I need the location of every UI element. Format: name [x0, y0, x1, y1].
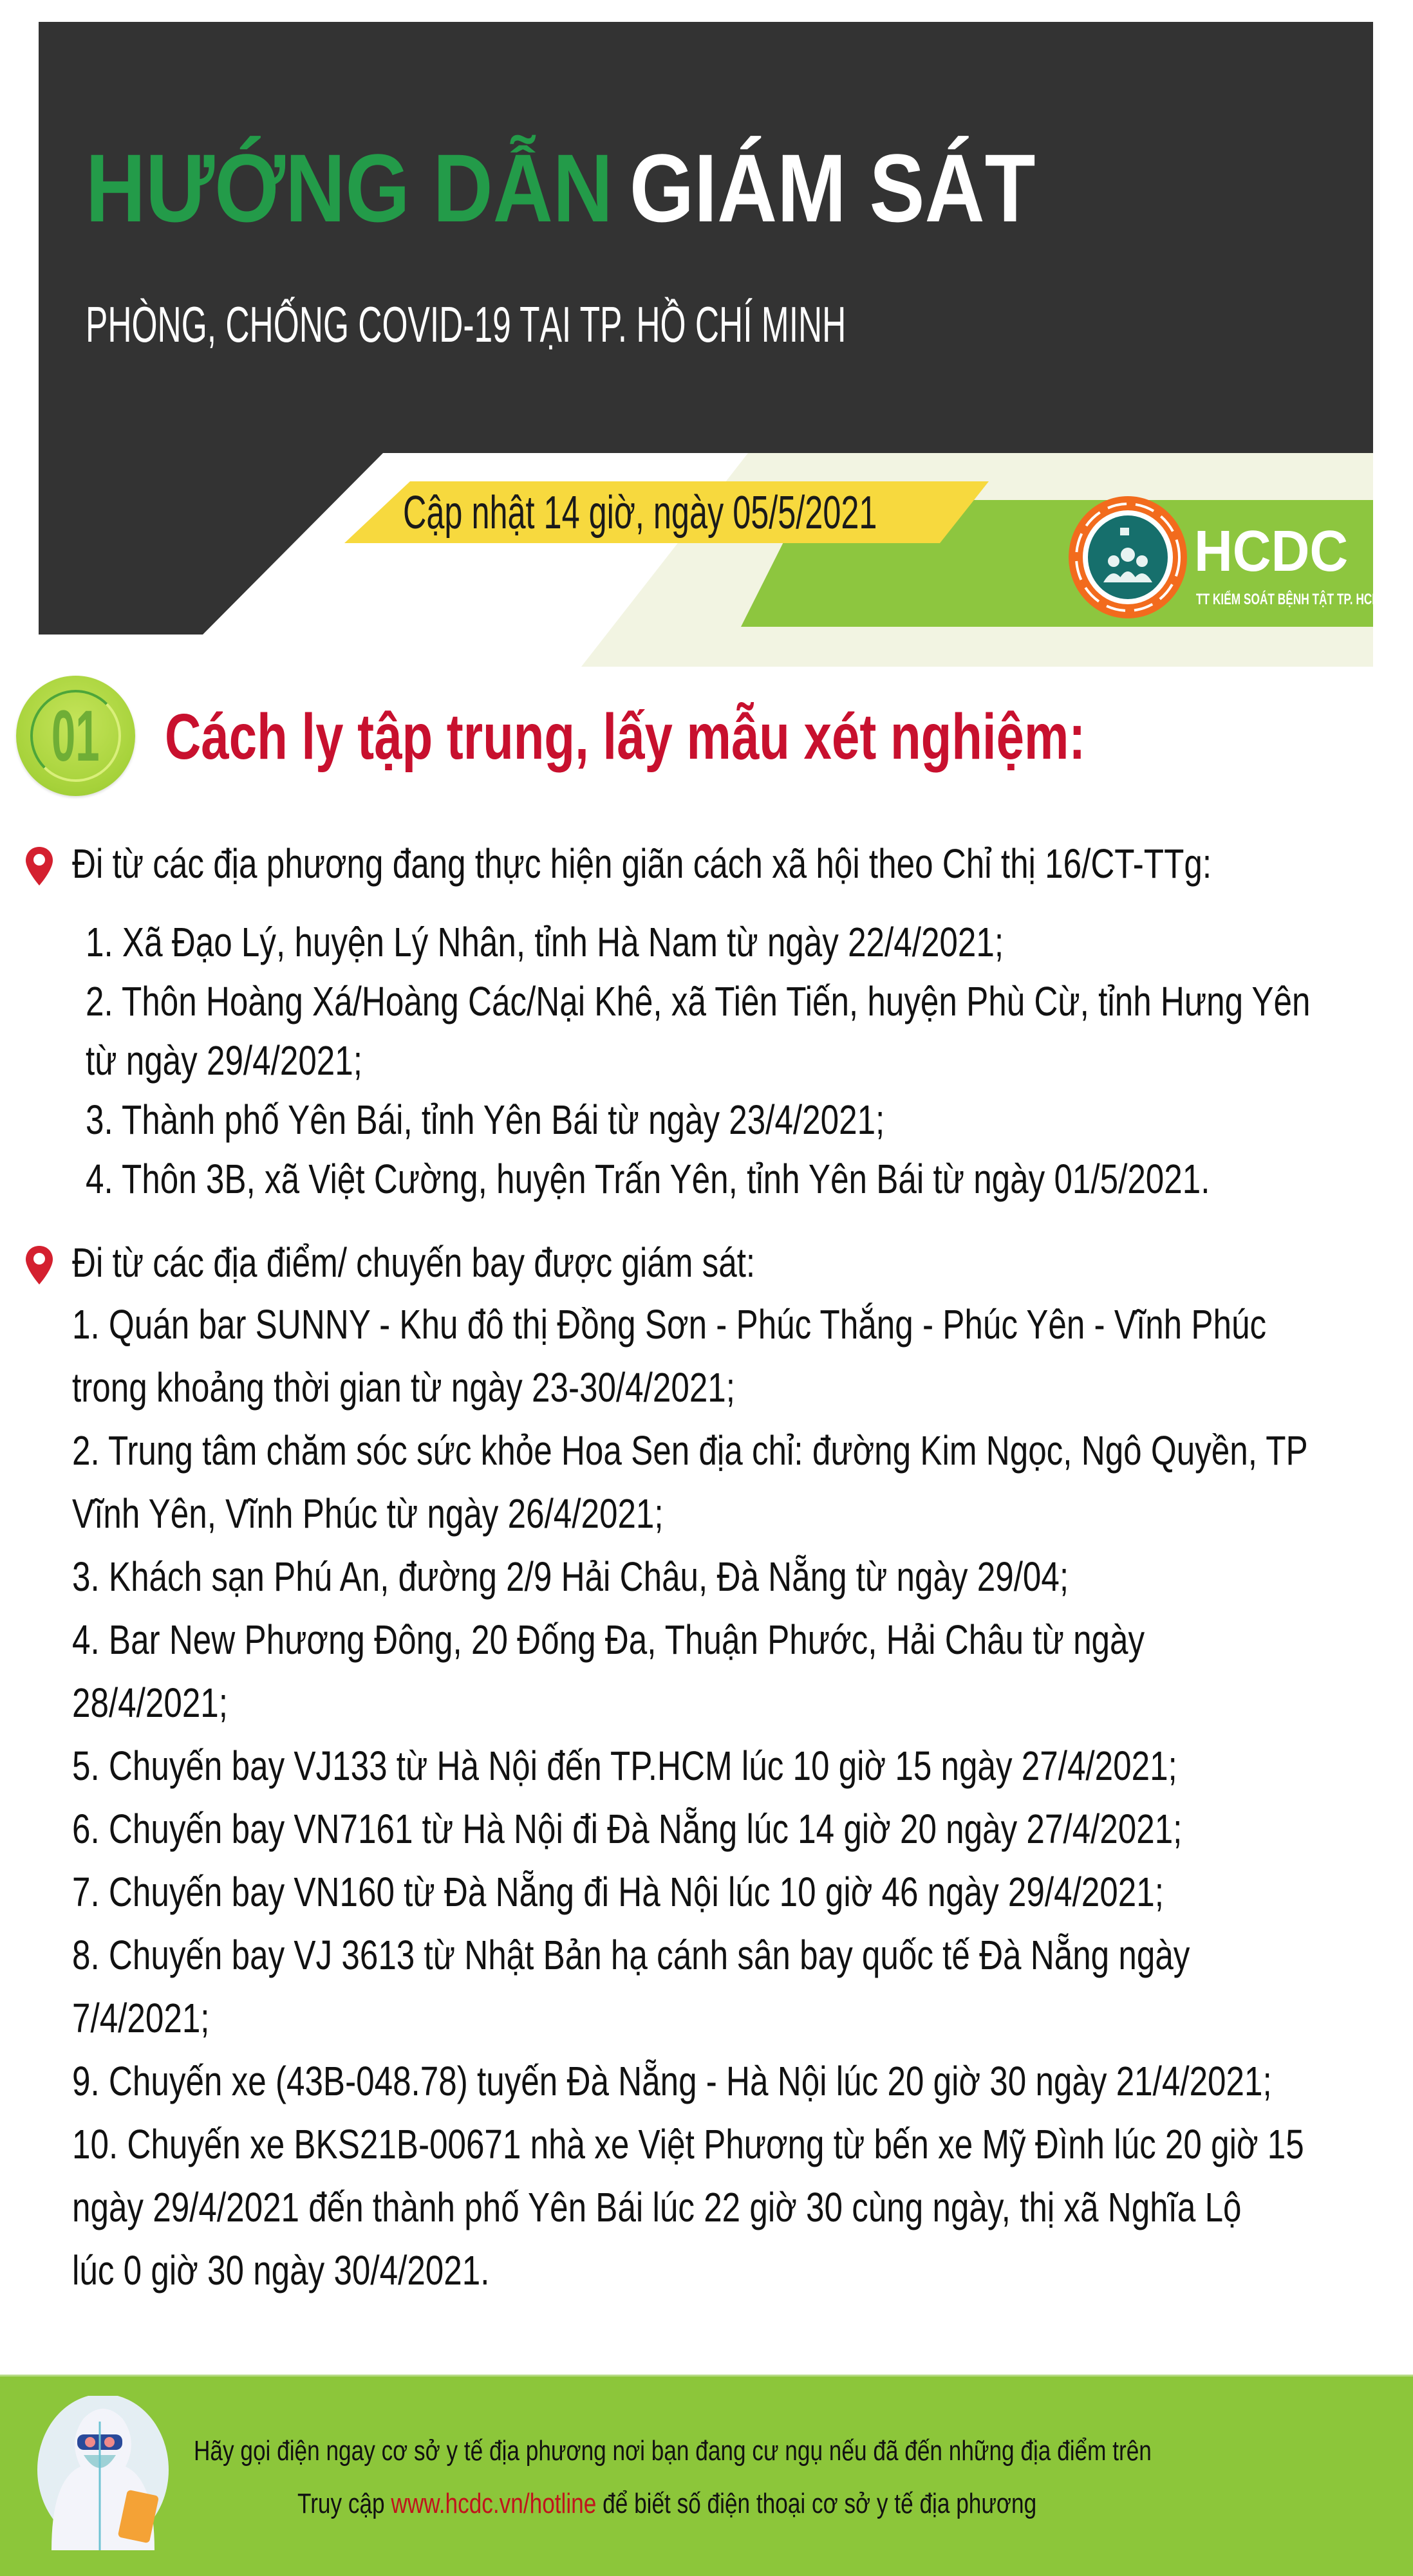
list-item-text: 28/4/2021;: [72, 1680, 228, 1726]
page-subtitle: [86, 297, 1238, 353]
list-item-text: 10. Chuyến xe BKS21B-00671 nhà xe Việt Phương từ bến xe Mỹ Đình lúc 20 giờ 15: [72, 2121, 1304, 2167]
list-item-text: 3. Khách sạn Phú An, đường 2/9 Hải Châu, Đà Nẵng từ ngày 29/04;: [72, 1553, 1069, 1600]
footer-banner: [0, 2375, 1413, 2576]
subtitle-text: PHÒNG, CHỐNG COVID-19 TẠI TP. HỒ CHÍ MINH: [86, 296, 847, 353]
list-item-line: [86, 919, 1233, 965]
section-title: [165, 701, 1345, 772]
footer-prefix: Truy cập: [297, 2488, 385, 2519]
logo-subtitle-text: TT KIỂM SOÁT BỆNH TẬT TP. HCM: [1196, 591, 1381, 608]
footer-suffix: để biết số điện thoại cơ sở y tế địa phương: [603, 2488, 1037, 2519]
hotline-link[interactable]: www.hcdc.vn/hotline: [391, 2488, 597, 2519]
list-item-text: 2. Trung tâm chăm sóc sức khỏe Hoa Sen địa chỉ: đường Kim Ngọc, Ngô Quyền, TP: [72, 1427, 1308, 1474]
list-item-line: [72, 1934, 1413, 1976]
list-item-text: trong khoảng thời gian từ ngày 23-30/4/2021;: [72, 1364, 735, 1411]
list-item-line: [72, 2247, 594, 2293]
footer-hotline-text: [297, 2488, 1221, 2519]
logo-name-text: HCDC: [1194, 519, 1349, 584]
page-title: [86, 135, 1190, 241]
list-item-line: [72, 2184, 1413, 2230]
list-item-text: 1. Quán bar SUNNY - Khu đô thị Đồng Sơn - Phúc Thắng - Phúc Yên - Vĩnh Phúc: [72, 1301, 1267, 1348]
list-item-line: [72, 1680, 267, 1726]
list-item-line: [86, 1158, 1413, 1200]
health-worker-icon: [26, 2396, 180, 2553]
list-item-line: [86, 1097, 1085, 1143]
list-item-text: 1. Xã Đạo Lý, huyện Lý Nhân, tỉnh Hà Nam từ ngày 22/4/2021;: [86, 919, 1004, 965]
list-item-line: [72, 2058, 1413, 2104]
list-item-line: [72, 1427, 1413, 1474]
list-item-line: [72, 1301, 1413, 1348]
list-item-line: [72, 1617, 1413, 1663]
list-item-line: [72, 1553, 1318, 1600]
title-white: GIÁM SÁT: [629, 134, 1036, 242]
list-item-line: [72, 1364, 901, 1411]
group-heading: [72, 1239, 926, 1286]
list-item-line: [86, 978, 1413, 1024]
list-item-text: 6. Chuyến bay VN7161 từ Hà Nội đi Đà Nẵng lúc 14 giờ 20 ngày 27/4/2021;: [72, 1806, 1183, 1852]
list-item-text: Vĩnh Yên, Vĩnh Phúc từ ngày 26/4/2021;: [72, 1490, 664, 1537]
updated-text: Cập nhật 14 giờ, ngày 05/5/2021: [403, 487, 877, 539]
footer-call-text: [194, 2436, 1391, 2467]
list-item-text: 4. Thôn 3B, xã Việt Cường, huyện Trấn Yên, tỉnh Yên Bái từ ngày 01/5/2021.: [86, 1156, 1210, 1202]
list-item-text: 9. Chuyến xe (43B-048.78) tuyến Đà Nẵng - Hà Nội lúc 20 giờ 30 ngày 21/4/2021;: [72, 2058, 1272, 2104]
group-heading: [72, 840, 1413, 887]
logo-subtitle: [1196, 592, 1413, 607]
list-item-text: lúc 0 giờ 30 ngày 30/4/2021.: [72, 2247, 490, 2293]
location-pin-icon: [24, 1245, 55, 1286]
list-item-text: 7. Chuyến bay VN160 từ Đà Nẵng đi Hà Nội lúc 10 giờ 46 ngày 29/4/2021;: [72, 1869, 1164, 1915]
list-item-text: 2. Thôn Hoàng Xá/Hoàng Các/Nại Khê, xã Tiên Tiến, huyện Phù Cừ, tỉnh Hưng Yên: [86, 978, 1311, 1024]
list-item-line: [72, 2121, 1413, 2167]
list-item-line: [86, 1037, 431, 1084]
list-item-line: [72, 1871, 1413, 1913]
section-number-badge: [16, 676, 135, 796]
list-item-text: 4. Bar New Phương Đông, 20 Đống Đa, Thuận Phước, Hải Châu từ ngày: [72, 1617, 1145, 1663]
list-item-text: 5. Chuyến bay VJ133 từ Hà Nội đến TP.HCM lúc 10 giờ 15 ngày 27/4/2021;: [72, 1743, 1177, 1789]
list-item-line: [72, 1806, 1413, 1852]
section-number: [16, 696, 135, 775]
list-item-line: [72, 1743, 1413, 1789]
footer-call-text-inner: Hãy gọi điện ngay cơ sở y tế địa phương nơi bạn đang cư ngụ nếu đã đến những địa điểm trên: [194, 2435, 1152, 2467]
title-green: HƯỚNG DẪN: [86, 134, 613, 242]
list-item-line: [72, 1997, 244, 2039]
logo-name: [1194, 519, 1362, 584]
updated-label: [403, 488, 1080, 539]
list-item-line: [72, 1490, 811, 1537]
location-pin-icon: [24, 846, 55, 887]
list-item-text: 3. Thành phố Yên Bái, tỉnh Yên Bái từ ngày 23/4/2021;: [86, 1097, 885, 1143]
list-item-text: 8. Chuyến bay VJ 3613 từ Nhật Bản hạ cánh sân bay quốc tế Đà Nẵng ngày: [72, 1932, 1190, 1978]
group-heading-text: Đi từ các địa điểm/ chuyến bay được giám sát:: [72, 1239, 756, 1286]
section-title-text: Cách ly tập trung, lấy mẫu xét nghiệm:: [165, 701, 1086, 773]
list-item-text: từ ngày 29/4/2021;: [86, 1037, 362, 1084]
list-item-text: 7/4/2021;: [72, 1995, 210, 2041]
hcdc-logo-icon: [1069, 496, 1187, 618]
section-number-text: 01: [51, 696, 100, 776]
list-item-text: ngày 29/4/2021 đến thành phố Yên Bái lúc 22 giờ 30 cùng ngày, thị xã Nghĩa Lộ: [72, 2184, 1242, 2230]
group-heading-text: Đi từ các địa phương đang thực hiện giãn cách xã hội theo Chỉ thị 16/CT-TTg:: [72, 840, 1212, 887]
